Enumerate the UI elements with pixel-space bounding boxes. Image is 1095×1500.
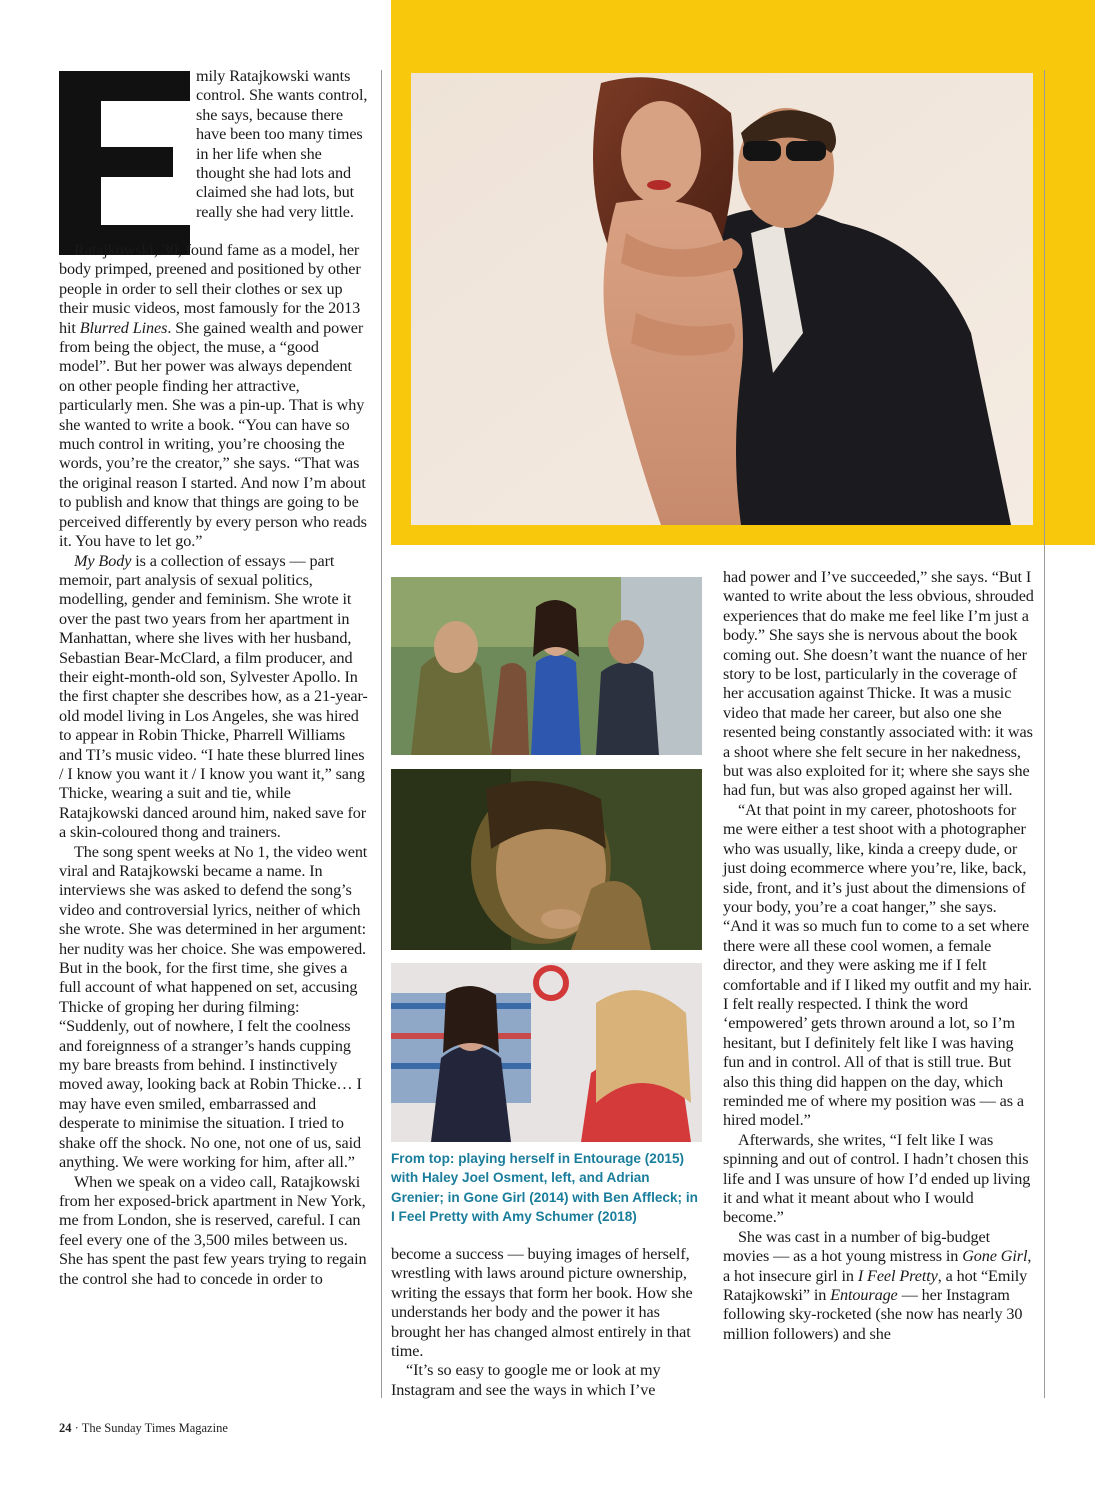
book-title: My Body bbox=[74, 551, 132, 570]
page-footer bbox=[59, 1421, 228, 1436]
film-title: I Feel Pretty bbox=[857, 1266, 938, 1285]
film-title: Gone Girl bbox=[962, 1247, 1028, 1266]
article-paragraph: had power and I’ve succeeded,” she says. “But I wanted to write about the less obvious, shrouded experiences that do make me feel like I’m just a body.” She says she is nervous about the book coming out. She doesn’t want the nuance of her story to be lost, particularly in the coverage of her accusation against Thicke. It was a music video that made her career, but also one she resented being constantly associated with: it was a shoot where she felt secure in her nakedness, but was also exploited for it; where she says she had fun, but was also groped against her will. bbox=[723, 568, 1034, 800]
main-photo bbox=[411, 73, 1033, 525]
article-paragraph: She was cast in a number of big-budget movies — as a hot young mistress in Gone Girl, a hot insecure girl in I Feel Pretty, a hot “Emily Ratajkowski” in Entourage — her Instagram following sky-rocketed (she now has nearly 30 million followers) and she bbox=[723, 1227, 1032, 1343]
photo-caption: From top: playing herself in Entourage (2015) with Haley Joel Osment, left, and Adrian Grenier; in Gone Girl (2014) with Ben Affleck; in I Feel Pretty with Amy Schumer (2018) bbox=[391, 1151, 698, 1225]
article-paragraph: The song spent weeks at No 1, the video went viral and Ratajkowski became a name. In interviews she was asked to defend the song’s video and controversial lyrics, neither of which she wrote. She was determined in her argument: her nudity was her choice. She was empowered. But in the book, for the first time, she gives a full account of what happened on set, accusing Thicke of groping her during filming: “Suddenly, out of nowhere, I felt the coolness and foreignness of a stranger’s hands cupping my bare breasts from behind. I instinctively moved away, looking back at Robin Thicke… I may have even smiled, embarrassed and desperate to minimise the situation. I tried to shake off the shock. No one, not one of us, said anything. We were working for him, after all.” bbox=[59, 842, 368, 1172]
entourage-still bbox=[391, 577, 702, 755]
article-paragraph: When we speak on a video call, Ratajkowski from her exposed-brick apartment in New York, me from London, she is reserved, careful. I can feel every one of the 3,500 miles between us. She has spent the past few years trying to regain the control she had to concede in order to bbox=[59, 1172, 367, 1288]
footer-separator: · bbox=[74, 1421, 79, 1435]
article-paragraph: Afterwards, she writes, “I felt like I was spinning and out of control. I hadn’t chosen this life and I was unsure of how I’d ended up living it and what it meant about who I would become.” bbox=[723, 1130, 1031, 1227]
article-column-1-intro bbox=[196, 67, 372, 222]
article-paragraph: become a success — buying images of herself, wrestling with laws around picture ownership, writing the essays that form her book. How she understands her body and the power it has brought her has changed almost entirely in that time. bbox=[391, 1245, 693, 1361]
article-paragraph: mily Ratajkowski wants control. She wants control, she says, because there have been too many times in her life when she thought she had lots and claimed she had lots, but really she had very little. bbox=[196, 67, 368, 221]
article-paragraph: “It’s so easy to google me or look at my Instagram and see the ways in which I’ve bbox=[391, 1361, 661, 1399]
article-column-3 bbox=[723, 568, 1035, 1344]
article-column-1 bbox=[59, 241, 371, 1289]
i-feel-pretty-still bbox=[391, 963, 702, 1142]
gone-girl-still bbox=[391, 769, 702, 950]
article-paragraph: My Body is a collection of essays — part memoir, part analysis of sexual politics, modelling, gender and feminism. She wrote it over the past two years from her apartment in Manhattan, where she lives with her husband, Sebastian Bear-McClard, a film producer, and their eight-month-old son, Sylvester Apollo. In the first chapter she describes how, as a 21-year-old model living in Los Angeles, she was hired to appear in Robin Thicke, Pharrell Williams and TI’s music video. “I hate these blurred lines / I know you want it / I know you want it,” sang Thicke, wearing a suit and tie, while Ratajkowski danced around him, naked save for a skin-coloured thong and trainers. bbox=[59, 551, 368, 842]
column-rule-left bbox=[381, 70, 382, 1398]
film-title: Entourage bbox=[830, 1286, 898, 1305]
article-column-2 bbox=[391, 1245, 703, 1400]
publication-name: The Sunday Times Magazine bbox=[81, 1421, 228, 1435]
article-paragraph: “At that point in my career, photoshoots for me were either a test shoot with a photographer who was usually, like, kinda a creepy dude, or just doing ecommerce where you’re, like, back, side, front, and it’s just about the dimensions of your body, you’re a coat hanger,” she says. “And it was so much fun to come to a set where there were all these cool women, a female director, and they were asking me if I felt comfortable and if I liked my outfit and my hair. I felt really respected. I think the word ‘empowered’ gets thrown around a lot, so I’m hesitant, but I definitely felt like I was having fun and in control. All of that is still true. But also this thing did happen on the day, which reminded me of where my position was — as a hired model.” bbox=[723, 800, 1032, 1130]
page-number: 24 bbox=[59, 1421, 72, 1435]
song-title: Blurred Lines bbox=[79, 318, 168, 337]
column-rule-right bbox=[1044, 70, 1045, 1398]
drop-cap bbox=[59, 71, 190, 255]
article-paragraph: Ratajkowski, 30, found fame as a model, her body primped, preened and positioned by other people in order to sell their clothes or sex up their music videos, most famously for the 2013 hit Blurred Lines. She gained wealth and power from being the object, the muse, a “good model”. But her power was always dependent on other people finding her attractive, particularly men. She was a pin-up. That is why she wanted to write a book. “You can have so much control in writing, you’re choosing the words, you’re the creator,” she says. “That was the original reason I started. And now I’m about to publish and know that things are going to be perceived differently by every person who reads it. You have to let go.” bbox=[59, 241, 367, 551]
